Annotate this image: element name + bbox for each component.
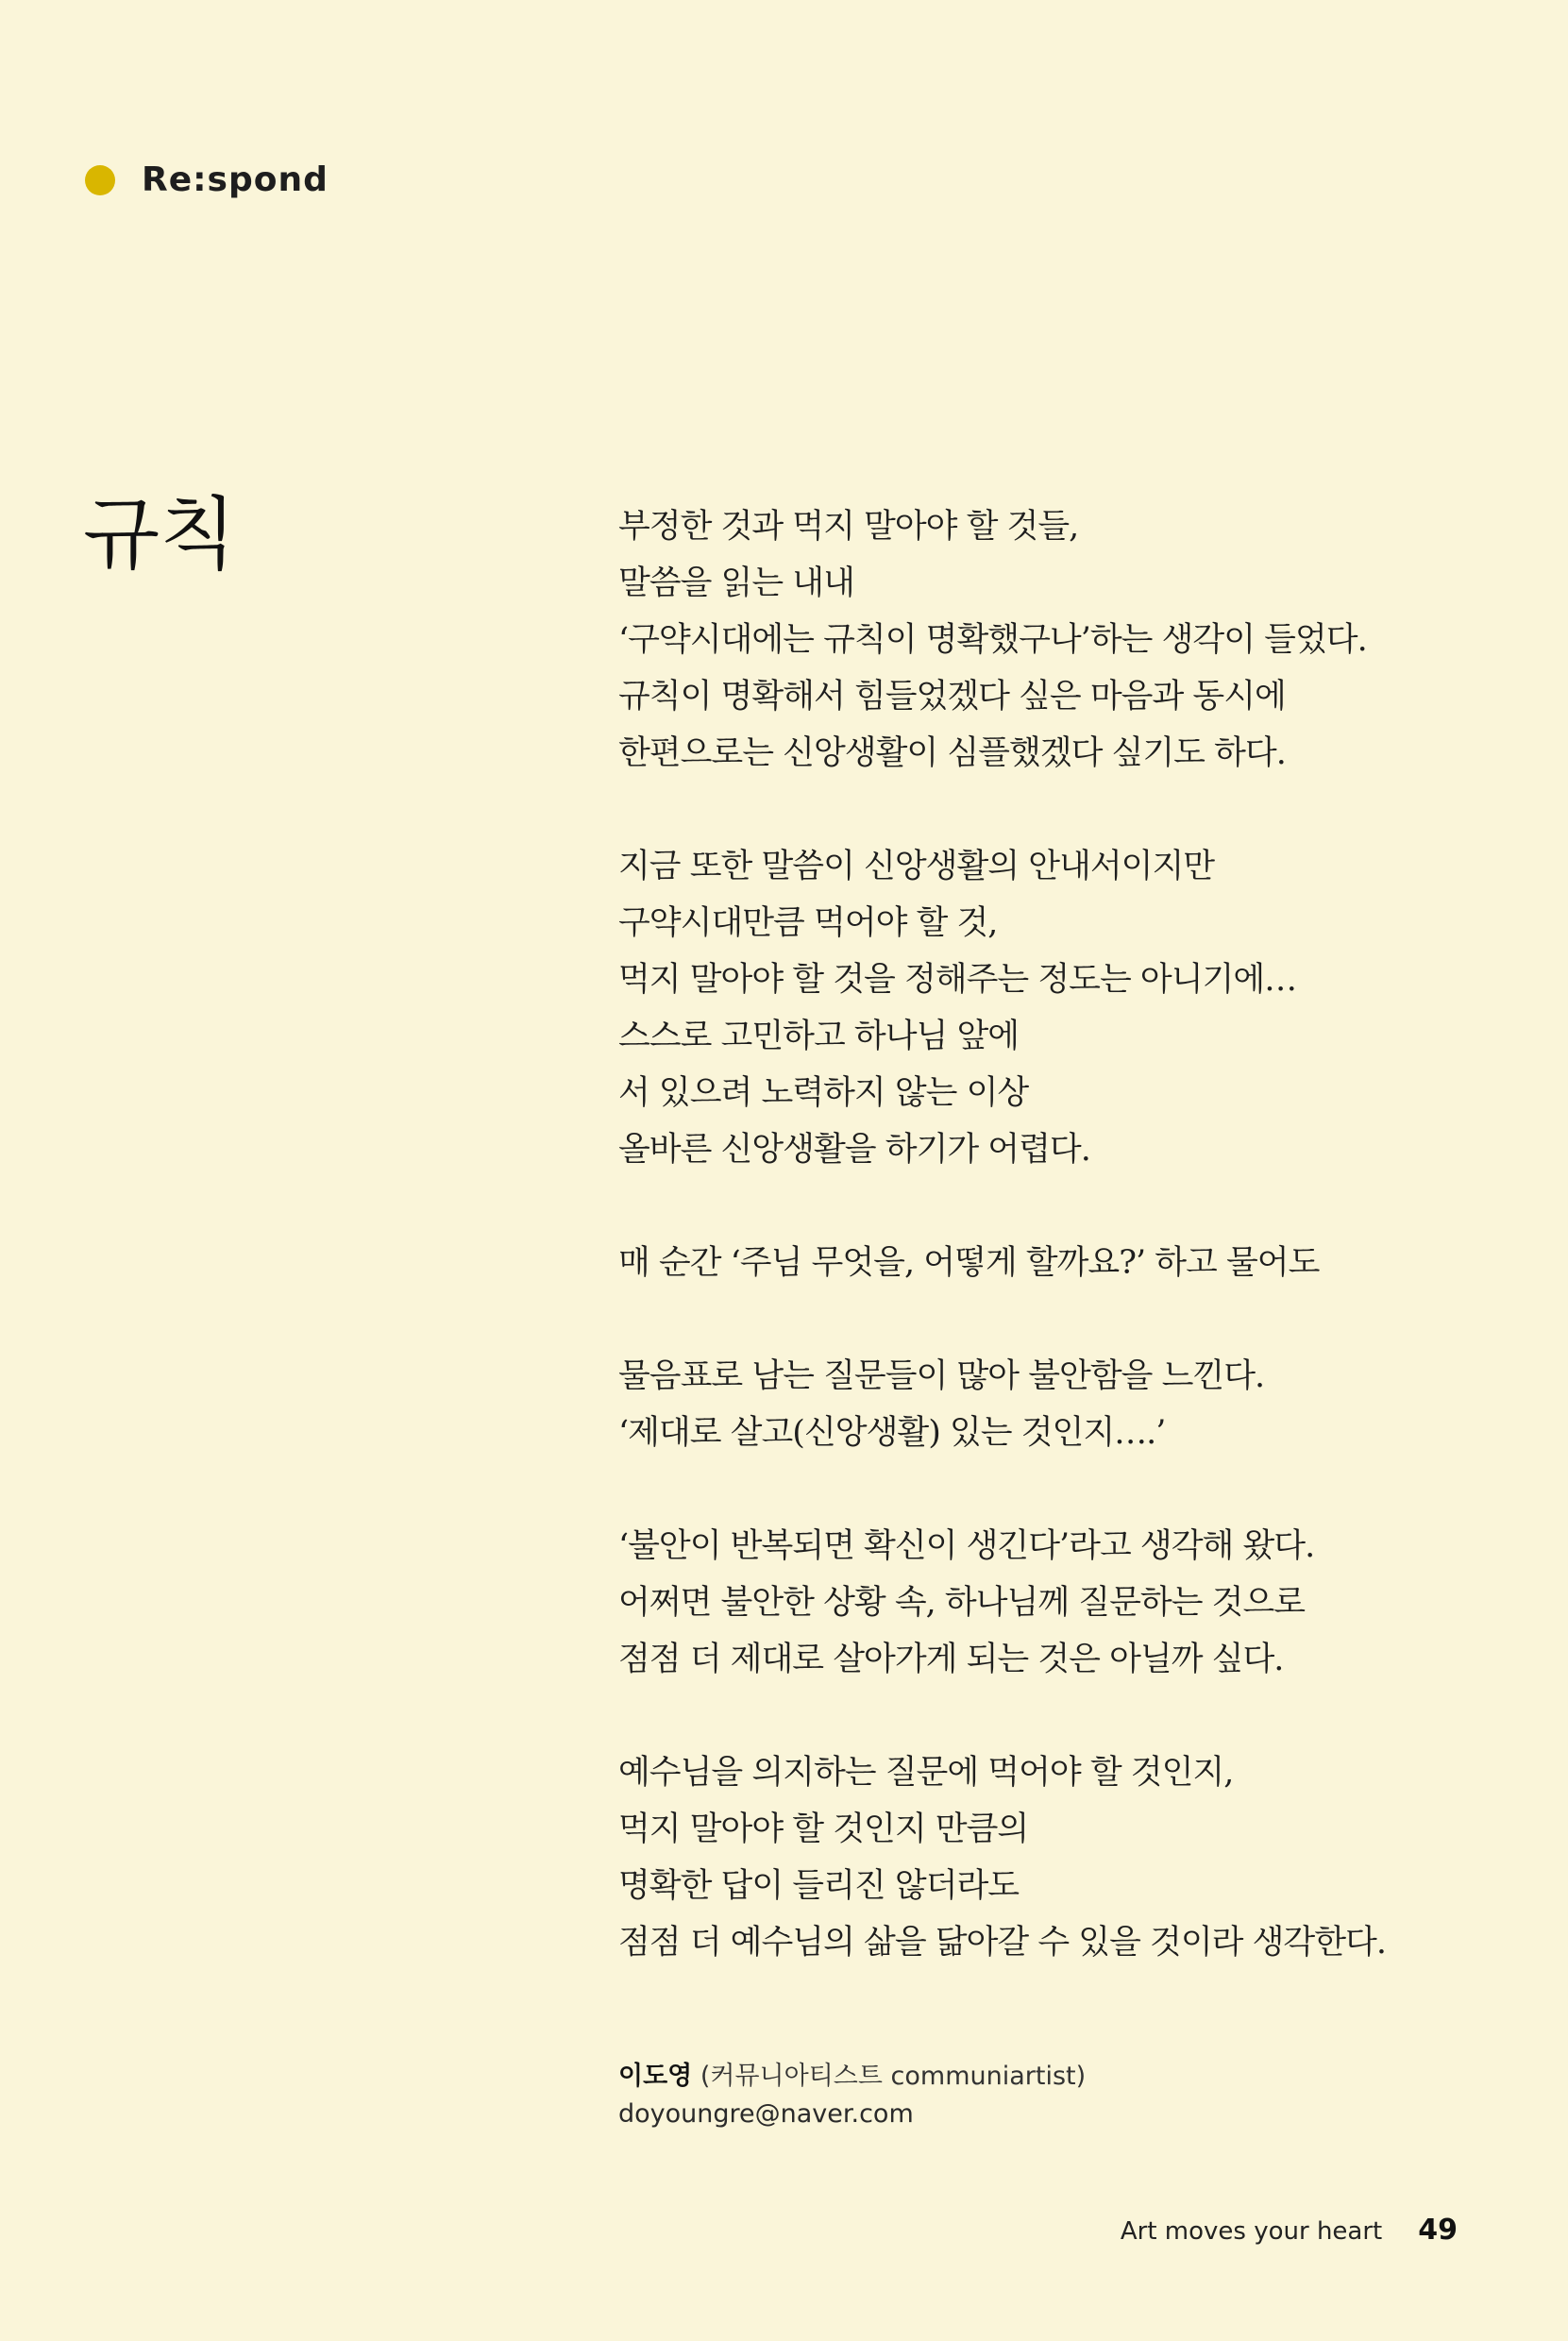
- poem-line: 올바른 신앙생활을 하기가 어렵다.: [618, 1131, 1090, 1169]
- author-email: doyoungre@naver.com: [618, 2099, 914, 2129]
- stanza: [618, 838, 1525, 1178]
- author-credit: [618, 2058, 1086, 2133]
- poem-line: ‘제대로 살고(신앙생활) 있는 것인지….’: [618, 1414, 1166, 1452]
- section-label: [85, 160, 329, 199]
- page-footer: [1121, 2214, 1458, 2247]
- stanza: [618, 1348, 1525, 1461]
- author-role: (커뮤니아티스트 communiartist): [700, 2062, 1087, 2091]
- stanza: [618, 498, 1525, 782]
- poem-line: 명확한 답이 들리진 않더라도: [618, 1867, 1020, 1905]
- author-name: 이도영: [618, 2062, 693, 2091]
- page-number: 49: [1418, 2214, 1458, 2247]
- poem-line: 점점 더 제대로 살아가게 되는 것은 아닐까 싶다.: [618, 1641, 1284, 1678]
- poem-line: 물음표로 남는 질문들이 많아 불안함을 느낀다.: [618, 1357, 1265, 1395]
- poem-line: 매 순간 ‘주님 무엇을, 어떻게 할까요?’ 하고 물어도: [618, 1244, 1320, 1282]
- poem-line: ‘불안이 반복되면 확신이 생긴다’라고 생각해 왔다.: [618, 1527, 1315, 1565]
- poem-line: 한편으로는 신앙생활이 심플했겠다 싶기도 하다.: [618, 734, 1286, 772]
- poem-line: 예수님을 의지하는 질문에 먹어야 할 것인지,: [618, 1754, 1234, 1792]
- poem-line: 서 있으려 노력하지 않는 이상: [618, 1074, 1029, 1112]
- page-title: 규칙: [83, 488, 237, 581]
- stanza: [618, 1235, 1525, 1291]
- section-name: Re:spond: [142, 160, 329, 199]
- footer-tagline: Art moves your heart: [1120, 2217, 1383, 2246]
- poem-line: 부정한 것과 먹지 말아야 할 것들,: [618, 508, 1079, 546]
- poem-line: 먹지 말아야 할 것인지 만큼의: [618, 1810, 1029, 1848]
- poem-line: 먹지 말아야 할 것을 정해주는 정도는 아니기에…: [618, 961, 1297, 999]
- poem-line: 구약시대만큼 먹어야 할 것,: [618, 904, 998, 942]
- poem-body: [618, 498, 1525, 2028]
- poem-line: 스스로 고민하고 하나님 앞에: [618, 1018, 1020, 1055]
- poem-line: 지금 또한 말씀이 신앙생활의 안내서이지만: [618, 848, 1215, 885]
- poem-line: 규칙이 명확해서 힘들었겠다 싶은 마음과 동시에: [618, 678, 1286, 716]
- poem-line: 말씀을 읽는 내내: [618, 564, 854, 602]
- poem-line: 어쩌면 불안한 상황 속, 하나님께 질문하는 것으로: [618, 1584, 1306, 1622]
- poem-line: 점점 더 예수님의 삶을 닮아갈 수 있을 것이라 생각한다.: [618, 1924, 1386, 1962]
- section-dot-icon: [85, 165, 115, 195]
- poem-line: ‘구약시대에는 규칙이 명확했구나’하는 생각이 들었다.: [618, 621, 1367, 659]
- author-line: [618, 2058, 1086, 2096]
- stanza: [618, 1744, 1525, 1971]
- stanza: [618, 1518, 1525, 1688]
